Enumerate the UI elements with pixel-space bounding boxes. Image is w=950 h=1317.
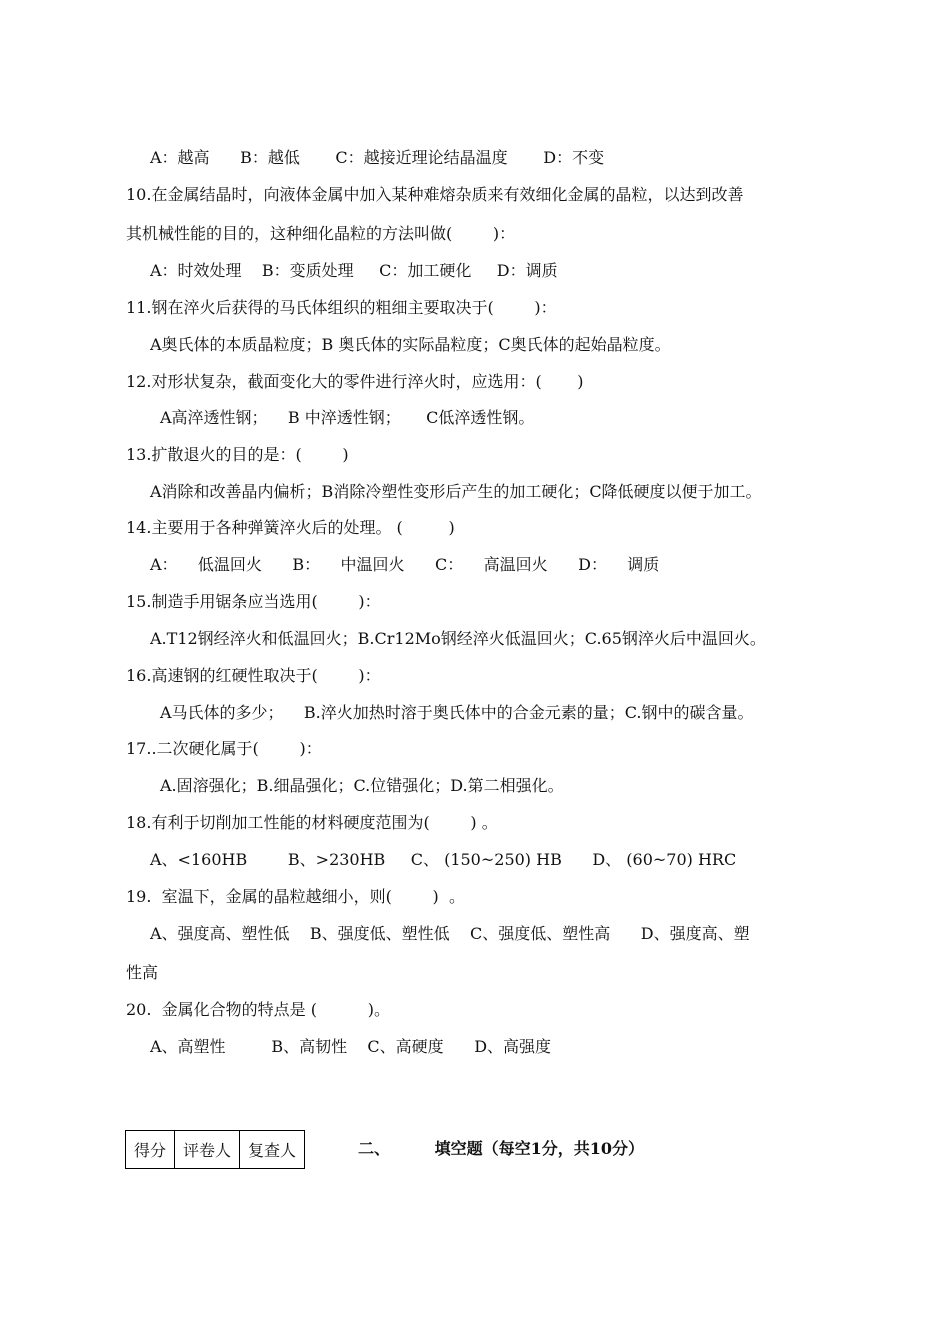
q10-text-line1: 10.在金属结晶时，向液体金属中加入某种难熔杂质来有效细化金属的晶粒，以达到改善 xyxy=(126,185,744,204)
q17-options: A.固溶强化；B.细晶强化；C.位错强化；D.第二相强化。 xyxy=(160,776,564,795)
q19-options-cont: 性高 xyxy=(126,963,159,982)
q14-text: 14.主要用于各种弹簧淬火后的处理。 ( ) xyxy=(126,518,455,537)
q19-options: A、强度高、塑性低 B、强度低、塑性低 C、强度低、塑性高 D、强度高、塑 xyxy=(150,924,750,943)
q15-text: 15.制造手用锯条应当选用( )： xyxy=(126,592,381,611)
q19-text: 19. 室温下，金属的晶粒越细小，则( ) 。 xyxy=(126,887,465,906)
q11-options: A奥氏体的本质晶粒度；B 奥氏体的实际晶粒度；C奥氏体的起始晶粒度。 xyxy=(150,335,671,354)
q12-text: 12.对形状复杂，截面变化大的零件进行淬火时，应选用：( ) xyxy=(126,372,584,391)
q13-options: A消除和改善晶内偏析；B消除冷塑性变形后产生的加工硬化；C降低硬度以便于加工。 xyxy=(150,482,762,501)
score-table xyxy=(125,1130,305,1169)
q14-options: A： 低温回火 B： 中温回火 C： 高温回火 D： 调质 xyxy=(150,555,660,574)
section-title: 二、 填空题（每空1分，共10分） xyxy=(358,1139,644,1158)
q20-text: 20. 金属化合物的特点是 ( )。 xyxy=(126,1000,391,1019)
score-cell: 得分 xyxy=(126,1131,175,1169)
q12-options: A高淬透性钢； B 中淬透性钢； C低淬透性钢。 xyxy=(160,408,535,427)
q13-text: 13.扩散退火的目的是：( ) xyxy=(126,445,349,464)
q11-text: 11.钢在淬火后获得的马氏体组织的粗细主要取决于( )： xyxy=(126,298,557,317)
q10-options: A：时效处理 B：变质处理 C：加工硬化 D：调质 xyxy=(150,261,558,280)
grader-cell: 评卷人 xyxy=(175,1131,240,1169)
q9-options: A：越高 B：越低 C：越接近理论结晶温度 D：不变 xyxy=(150,148,605,167)
q20-options: A、高塑性 B、高韧性 C、高硬度 D、高强度 xyxy=(150,1037,552,1056)
q17-text: 17..二次硬化属于( )： xyxy=(126,739,322,758)
reviewer-cell: 复查人 xyxy=(240,1131,305,1169)
score-table-row xyxy=(126,1131,305,1169)
q18-text: 18.有利于切削加工性能的材料硬度范围为( ) 。 xyxy=(126,813,498,832)
q10-text-line2: 其机械性能的目的，这种细化晶粒的方法叫做( )： xyxy=(126,224,516,243)
q16-options: A马氏体的多少； B.淬火加热时溶于奥氏体中的合金元素的量；C.钢中的碳含量。 xyxy=(160,703,754,722)
q18-options: A、<160HB B、>230HB C、 (150~250) HB D、 (60~70) HRC xyxy=(150,850,737,869)
q15-options: A.T12钢经淬火和低温回火；B.Cr12Mo钢经淬火低温回火；C.65钢淬火后中温回火。 xyxy=(150,629,766,648)
q16-text: 16.高速钢的红硬性取决于( )： xyxy=(126,666,381,685)
